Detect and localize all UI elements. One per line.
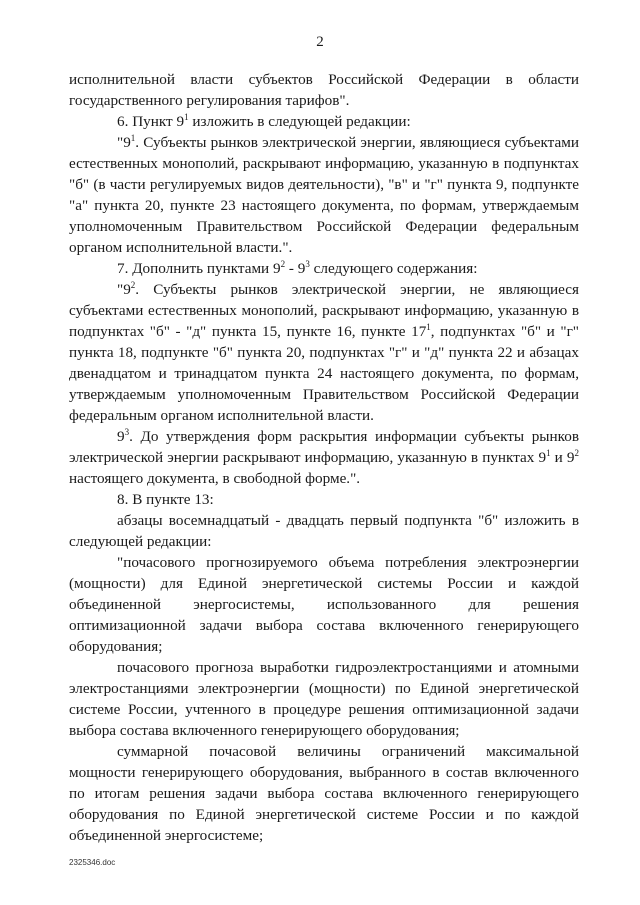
paragraph: "почасового прогнозируемого объема потребления электроэнергии (мощности) для Единой энергетической системы России и каждой объединенной энергосистемы, использованного для решения оптимизационной задачи выбора состава включенного генерирующего оборудования; bbox=[69, 554, 579, 655]
paragraph: "$9^1$. Субъекты рынков электрической энергии, являющиеся субъектами естественных монополий, раскрывают информацию, указанную в подпунктах "б" (в части регулируемых видов деятельности), "в" и "г" пункта 9, подпункте "а" пункта 20, пункте 23 настоящего документа, по формам, утверждаемым уполномоченным Правительством Российской Федерации федеральным органом исполнительной власти.". bbox=[69, 133, 579, 256]
paragraph: $9^3$. До утверждения форм раскрытия информации субъекты рынков электрической энергии раскрывают информацию, указанную в пунктах $9^1$ и $9^2$ настоящего документа, в свободной форме.". bbox=[69, 427, 579, 487]
paragraph: 7. Дополнить пунктами $9^2 - 9^3$ следующего содержания: bbox=[117, 259, 478, 277]
paragraph: абзацы восемнадцатый - двадцать первый подпункта "б" изложить в следующей редакции: bbox=[69, 512, 579, 550]
paragraph: 6. Пункт $9^1$ изложить в следующей редакции: bbox=[117, 112, 411, 130]
paragraph: 8. В пункте 13: bbox=[117, 491, 214, 508]
document-body bbox=[69, 69, 579, 846]
page-number: 2 bbox=[316, 34, 324, 50]
paragraph: суммарной почасовой величины ограничений максимальной мощности генерирующего оборудования, выбранного в состав включенного по итогам решения задачи выбора состава включенного генерирующего оборудования по Единой энергетической системе России и по каждой объединенной энергосистеме; bbox=[69, 743, 579, 844]
paragraph: исполнительной власти субъектов Российской Федерации в области государственного регулирования тарифов". bbox=[69, 71, 579, 109]
paragraph: "$9^2$. Субъекты рынков электрической энергии, не являющиеся субъектами естественных монополий, раскрывают информацию, указанную в подпунктах "б" - "д" пункта 15, пункте 16, пункте $17^1$, подпунктах "б" и "г" пункта 18, подпункте "б" пункта 20, подпунктах "г" и "д" пункта 22 и абзацах двенадцатом и тринадцатом пункта 24 настоящего документа, по формам, утверждаемым уполномоченным Правительством Российской Федерации федеральным органом исполнительной власти. bbox=[69, 280, 579, 424]
paragraph: почасового прогноза выработки гидроэлектростанциями и атомными электростанциями электроэнергии (мощности) по Единой энергетической системе России, учтенного в процедуре решения оптимизационной задачи выбора состава включенного генерирующего оборудования; bbox=[69, 659, 579, 739]
file-name-footer: 2325346.doc bbox=[69, 858, 116, 867]
